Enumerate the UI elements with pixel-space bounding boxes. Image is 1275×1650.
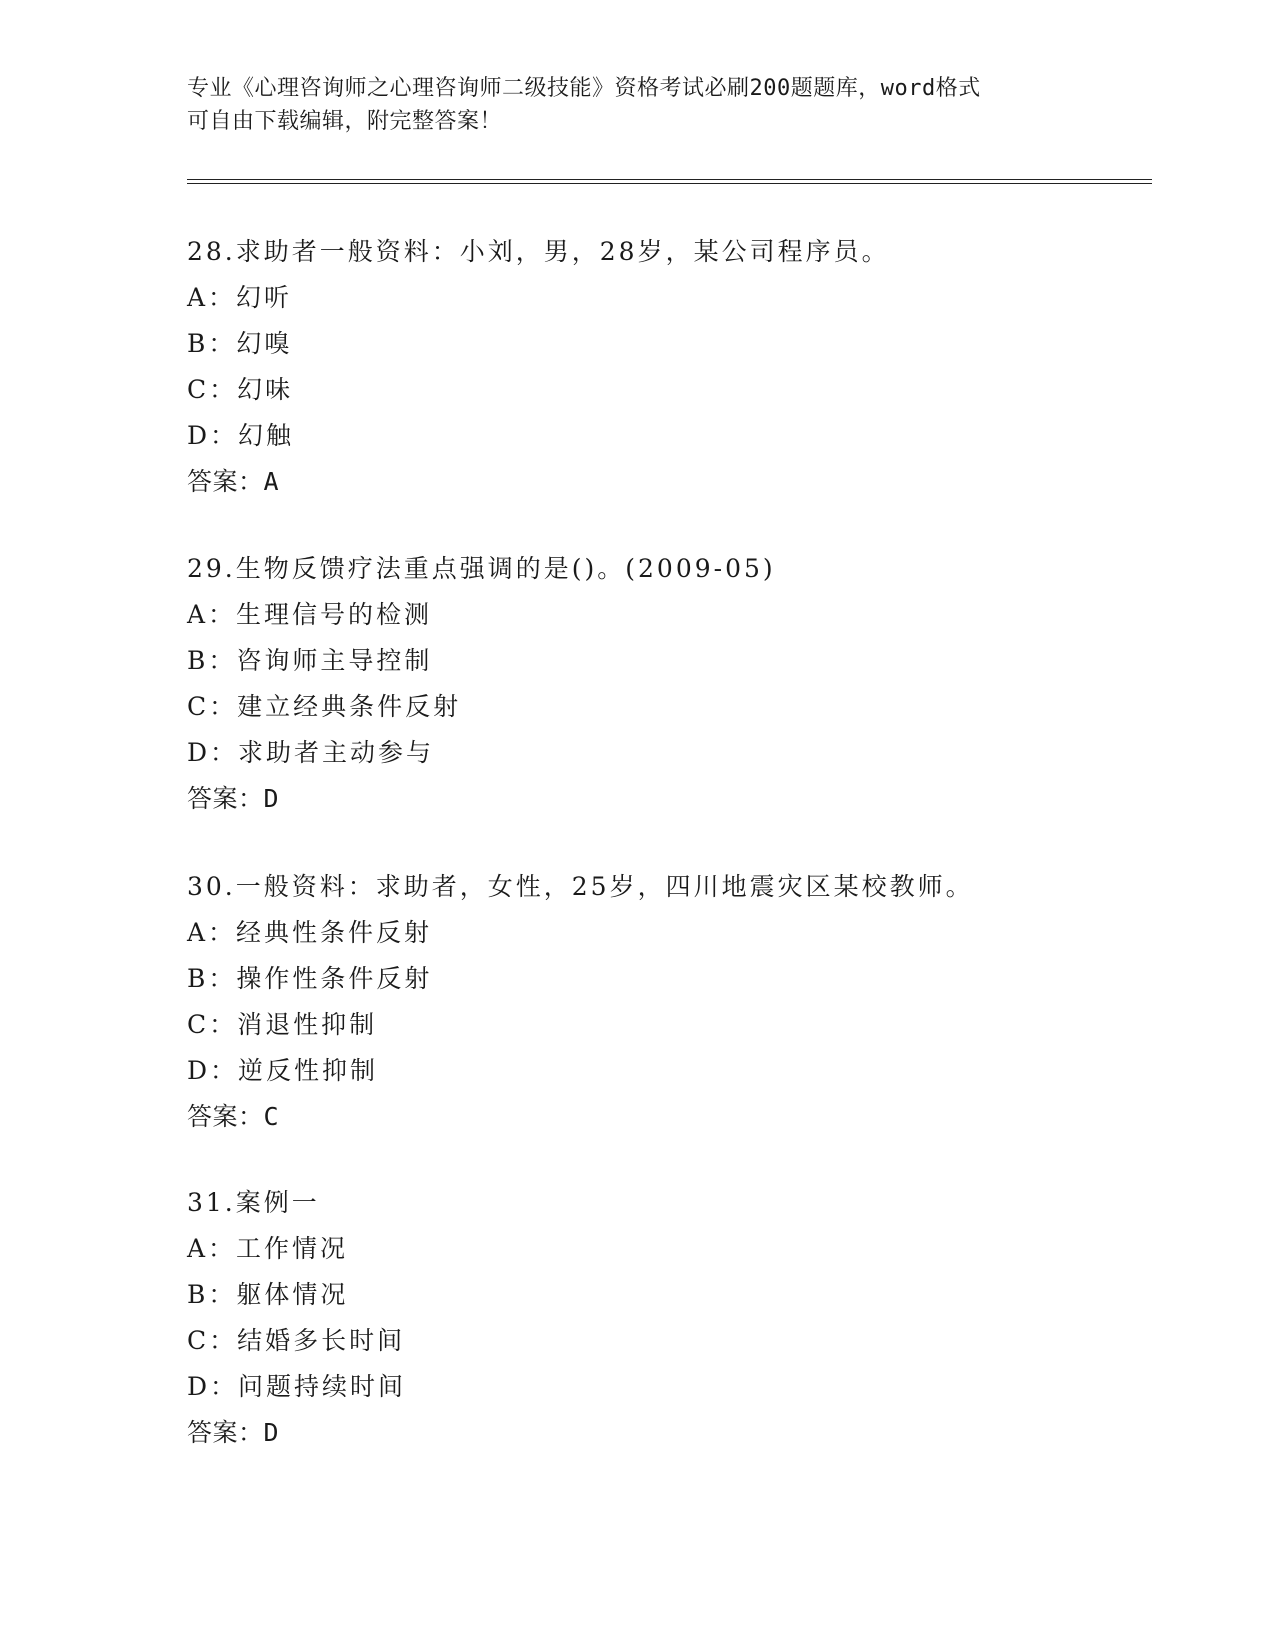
- option-c: C：幻味: [187, 375, 294, 404]
- option-b: B：幻嗅: [187, 329, 293, 358]
- option-c: C：消退性抑制: [187, 1010, 378, 1039]
- document-header: [187, 72, 1067, 138]
- question-stem: 31.案例一: [187, 1188, 320, 1217]
- header-divider-bottom: [187, 183, 1152, 184]
- answer-label: 答案：D: [187, 1418, 280, 1447]
- option-d: D：逆反性抑制: [187, 1056, 379, 1085]
- option-c: C：建立经典条件反射: [187, 692, 462, 721]
- option-a: A：生理信号的检测: [187, 600, 433, 629]
- question-stem: 29.生物反馈疗法重点强调的是()。(2009-05): [187, 554, 776, 583]
- answer-label: 答案：A: [187, 467, 280, 496]
- question-stem: 28.求助者一般资料：小刘，男，28岁，某公司程序员。: [187, 237, 890, 266]
- option-b: B：咨询师主导控制: [187, 646, 433, 675]
- option-b: B：躯体情况: [187, 1280, 349, 1309]
- header-line-1: 专业《心理咨询师之心理咨询师二级技能》资格考试必刷200题题库，word格式: [187, 76, 981, 101]
- option-c: C：结婚多长时间: [187, 1326, 406, 1355]
- question-stem: 30.一般资料：求助者，女性，25岁，四川地震灾区某校教师。: [187, 872, 974, 901]
- header-line-2: 可自由下载编辑，附完整答案！: [187, 109, 503, 134]
- answer-label: 答案：C: [187, 1102, 280, 1131]
- header-divider-top: [187, 179, 1152, 180]
- question-29: [187, 546, 1147, 822]
- option-d: D：问题持续时间: [187, 1372, 407, 1401]
- question-31: [187, 1180, 1147, 1456]
- question-30: [187, 864, 1147, 1140]
- option-d: D：求助者主动参与: [187, 738, 435, 767]
- option-a: A：工作情况: [187, 1234, 349, 1263]
- option-d: D：幻触: [187, 421, 295, 450]
- option-b: B：操作性条件反射: [187, 964, 433, 993]
- option-a: A：幻听: [187, 283, 293, 312]
- question-28: [187, 229, 1147, 505]
- option-a: A：经典性条件反射: [187, 918, 433, 947]
- answer-label: 答案：D: [187, 784, 280, 813]
